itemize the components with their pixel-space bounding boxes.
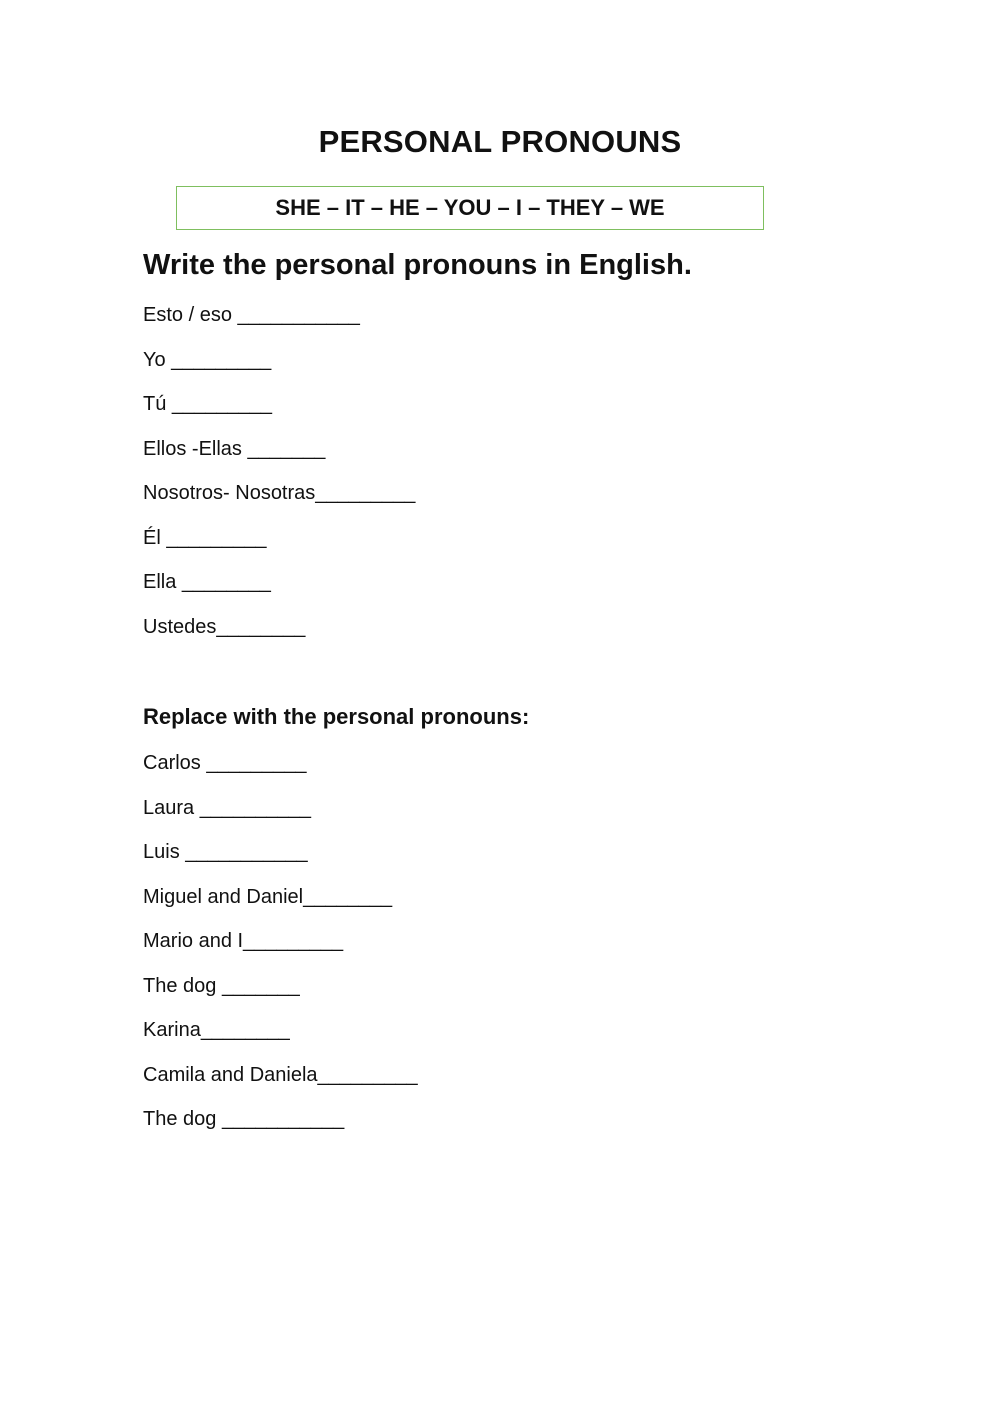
list-item: Miguel and Daniel________	[143, 885, 393, 908]
list-item: Karina________	[143, 1019, 290, 1041]
word-bank-text: SHE – IT – HE – YOU – I – THEY – WE	[275, 195, 665, 220]
section-1-heading: Write the personal pronouns in English.	[143, 249, 692, 281]
list-item: Esto / eso ___________	[143, 304, 360, 326]
list-item: The dog _______	[143, 974, 300, 997]
list-item: Carlos _________	[143, 752, 307, 774]
word-bank-box	[176, 186, 764, 230]
list-item: Ustedes________	[143, 615, 306, 638]
list-item: Nosotros- Nosotras_________	[143, 482, 416, 504]
list-item: Él _________	[143, 526, 267, 549]
list-item: The dog ___________	[143, 1108, 345, 1130]
list-item: Yo _________	[143, 348, 272, 371]
section-2-heading: Replace with the personal pronouns:	[143, 704, 530, 729]
page-title: PERSONAL PRONOUNS	[318, 124, 682, 159]
list-item: Mario and I_________	[143, 930, 344, 952]
section-1-list	[143, 300, 415, 656]
list-item: Camila and Daniela_________	[143, 1063, 418, 1086]
list-item: Luis ___________	[143, 841, 308, 863]
list-item: Ellos -Ellas _______	[143, 437, 326, 460]
list-item: Tú _________	[143, 393, 273, 415]
section-2-list	[143, 748, 418, 1149]
list-item: Laura __________	[143, 796, 311, 819]
list-item: Ella ________	[143, 571, 271, 593]
